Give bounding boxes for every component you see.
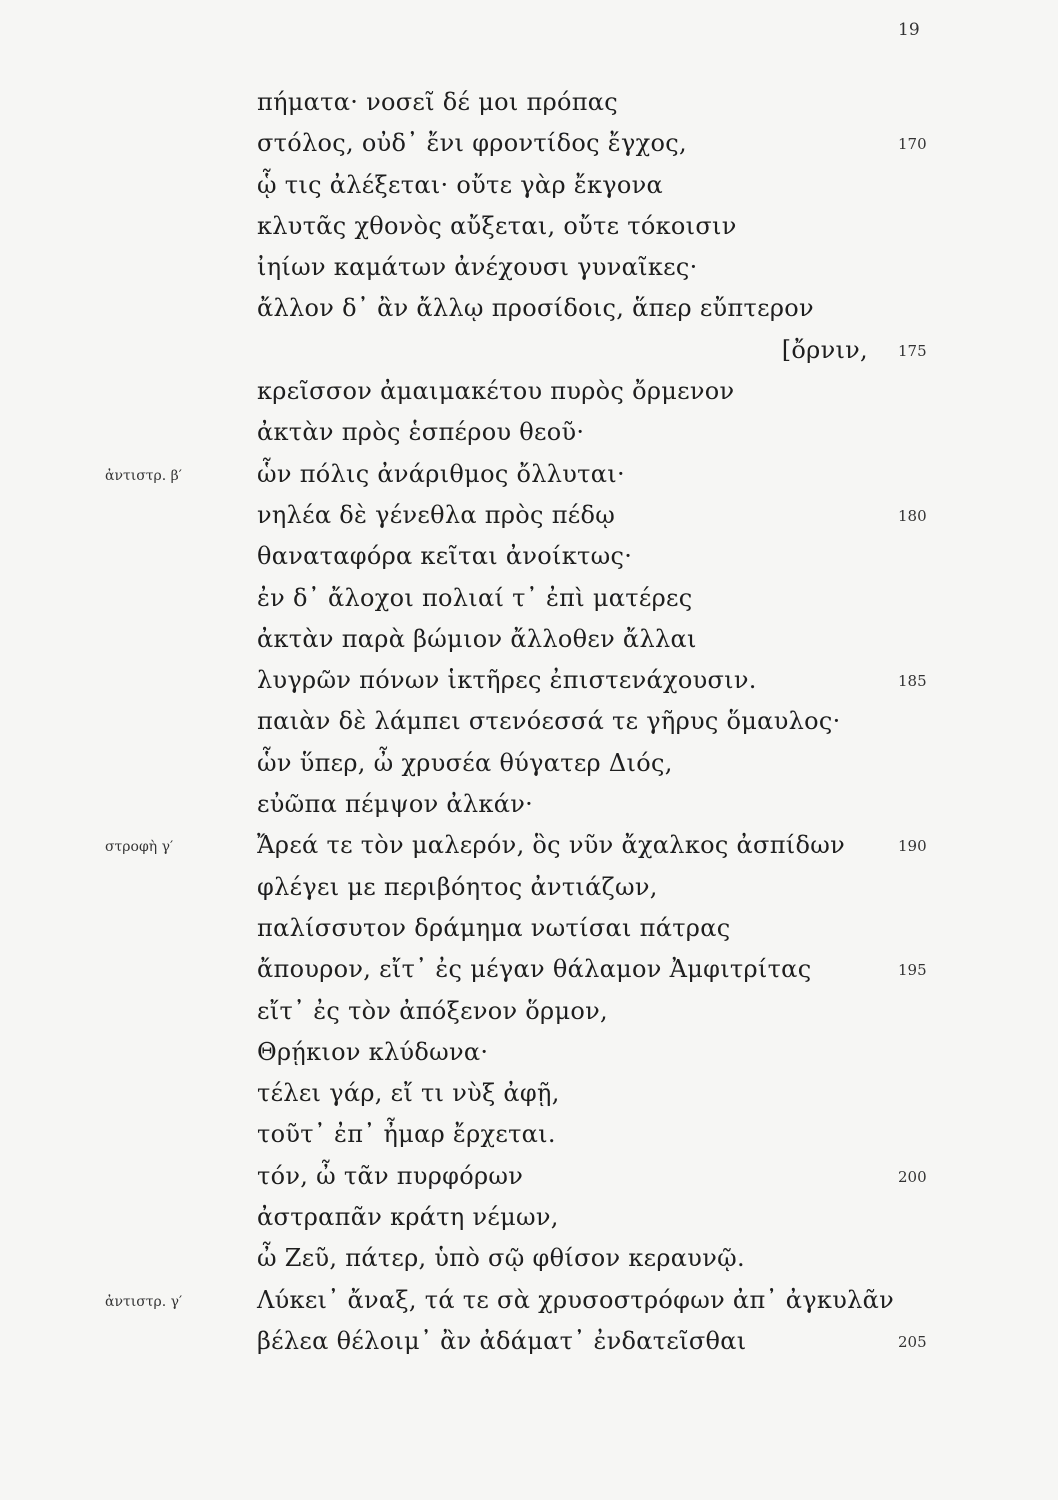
verse-line	[0, 206, 1058, 247]
verse-text: Θρῄκιον κλύδωνα·	[257, 1037, 489, 1066]
verse-line	[0, 743, 1058, 784]
verse-text: θαναταφόρα κεῖται ἀνοίκτως·	[257, 542, 633, 571]
line-number: 175	[898, 341, 927, 360]
verse-line	[0, 1238, 1058, 1279]
verse-line	[0, 701, 1058, 742]
verse-line	[0, 1280, 1058, 1321]
verse-line	[0, 1197, 1058, 1238]
verse-text: ἄλλον δ᾽ ἂν ἄλλῳ προσίδοις, ἅπερ εὔπτερον	[257, 294, 814, 323]
verse-text: [ὄρνιν,	[781, 335, 868, 364]
verse-text: ἄπουρον, εἴτ᾽ ἐς μέγαν θάλαμον Ἀμφιτρίτας	[257, 955, 812, 984]
verse-text: ἐν δ᾽ ἄλοχοι πολιαί τ᾽ ἐπὶ ματέρες	[257, 583, 693, 612]
verse-line	[0, 867, 1058, 908]
verse-text: κρεῖσσον ἀμαιμακέτου πυρὸς ὄρμενον	[257, 377, 735, 406]
verse-text: ὦ Ζεῦ, πάτερ, ὑπὸ σῷ φθίσον κεραυνῷ.	[257, 1244, 745, 1273]
verse-line	[0, 1156, 1058, 1197]
verse-line	[0, 578, 1058, 619]
line-number: 170	[898, 135, 927, 154]
verse-line	[0, 288, 1058, 329]
verse-line	[0, 991, 1058, 1032]
verse-line	[0, 165, 1058, 206]
verse-line	[0, 825, 1058, 866]
verse-line	[0, 330, 1058, 371]
verse-text: ἀκτὰν παρὰ βώμιον ἄλλοθεν ἄλλαι	[257, 624, 697, 653]
verse-line	[0, 123, 1058, 164]
verse-text: τόν, ὦ τᾶν πυρφόρων	[257, 1161, 524, 1190]
verse-text: λυγρῶν πόνων ἱκτῆρες ἐπιστενάχουσιν.	[257, 666, 757, 695]
verse-line	[0, 495, 1058, 536]
verse-text: τοῦτ᾽ ἐπ᾽ ἦμαρ ἔρχεται.	[257, 1120, 556, 1149]
verse-text: βέλεα θέλοιμ᾽ ἂν ἀδάματ᾽ ἐνδατεῖσθαι	[257, 1326, 747, 1355]
marginal-note: ἀντιστρ. γ′	[105, 1293, 183, 1310]
verse-text: ὧν πόλις ἀνάριθμος ὄλλυται·	[257, 459, 625, 488]
verse-text: παλίσσυτον δράμημα νωτίσαι πάτρας	[257, 913, 731, 942]
verse-text: ᾧ τις ἀλέξεται· οὔτε γὰρ ἔκγονα	[257, 170, 664, 199]
verse-text: παιὰν δὲ λάμπει στενόεσσά τε γῆρυς ὅμαυλος·	[257, 707, 841, 736]
verse-text: ἀστραπᾶν κράτη νέμων,	[257, 1203, 559, 1232]
verse-text: τέλει γάρ, εἴ τι νὺξ ἀφῇ,	[257, 1079, 560, 1108]
marginal-note: στροφὴ γ′	[105, 839, 174, 856]
verse-text: ὧν ὕπερ, ὦ χρυσέα θύγατερ Διός,	[257, 748, 673, 777]
line-number: 185	[898, 672, 927, 691]
verse-line	[0, 1032, 1058, 1073]
verse-text: φλέγει με περιβόητος ἀντιάζων,	[257, 872, 658, 901]
verse-text: νηλέα δὲ γένεθλα πρὸς πέδῳ	[257, 500, 616, 529]
verse-line	[0, 949, 1058, 990]
line-number: 190	[898, 837, 927, 856]
verse-text: κλυτᾶς χθονὸς αὔξεται, οὔτε τόκοισιν	[257, 211, 737, 240]
verse-line	[0, 1073, 1058, 1114]
verse-text: εἴτ᾽ ἐς τὸν ἀπόξενον ὅρμον,	[257, 996, 608, 1025]
verse-line	[0, 371, 1058, 412]
verse-text: στόλος, οὐδ᾽ ἔνι φροντίδος ἔγχος,	[257, 129, 687, 158]
marginal-note: ἀντιστρ. β′	[105, 467, 182, 484]
verse-line	[0, 454, 1058, 495]
verse-text: εὐῶπα πέμψον ἀλκάν·	[257, 790, 534, 819]
verse-line	[0, 82, 1058, 123]
verse-line	[0, 660, 1058, 701]
verse-text: Ἄρεά τε τὸν μαλερόν, ὃς νῦν ἄχαλκος ἀσπίδων	[257, 831, 846, 860]
verse-line	[0, 1321, 1058, 1362]
verse-text: ἀκτὰν πρὸς ἑσπέρου θεοῦ·	[257, 418, 585, 447]
verse-line	[0, 908, 1058, 949]
line-number: 205	[898, 1332, 927, 1351]
page-number: 19	[898, 20, 920, 40]
line-number: 195	[898, 961, 927, 980]
poem-text	[0, 82, 1058, 1362]
verse-text: Λύκει᾽ ἄναξ, τά τε σὰ χρυσοστρόφων ἀπ᾽ ἀγκυλᾶν	[257, 1285, 894, 1314]
verse-line	[0, 1114, 1058, 1155]
verse-line	[0, 412, 1058, 453]
verse-text: πήματα· νοσεῖ δέ μοι πρόπας	[257, 88, 619, 116]
verse-line	[0, 784, 1058, 825]
verse-text: ἰηίων καμάτων ἀνέχουσι γυναῖκες·	[257, 253, 698, 282]
verse-line	[0, 536, 1058, 577]
line-number: 200	[898, 1167, 927, 1186]
verse-line	[0, 247, 1058, 288]
verse-line	[0, 619, 1058, 660]
line-number: 180	[898, 506, 927, 525]
